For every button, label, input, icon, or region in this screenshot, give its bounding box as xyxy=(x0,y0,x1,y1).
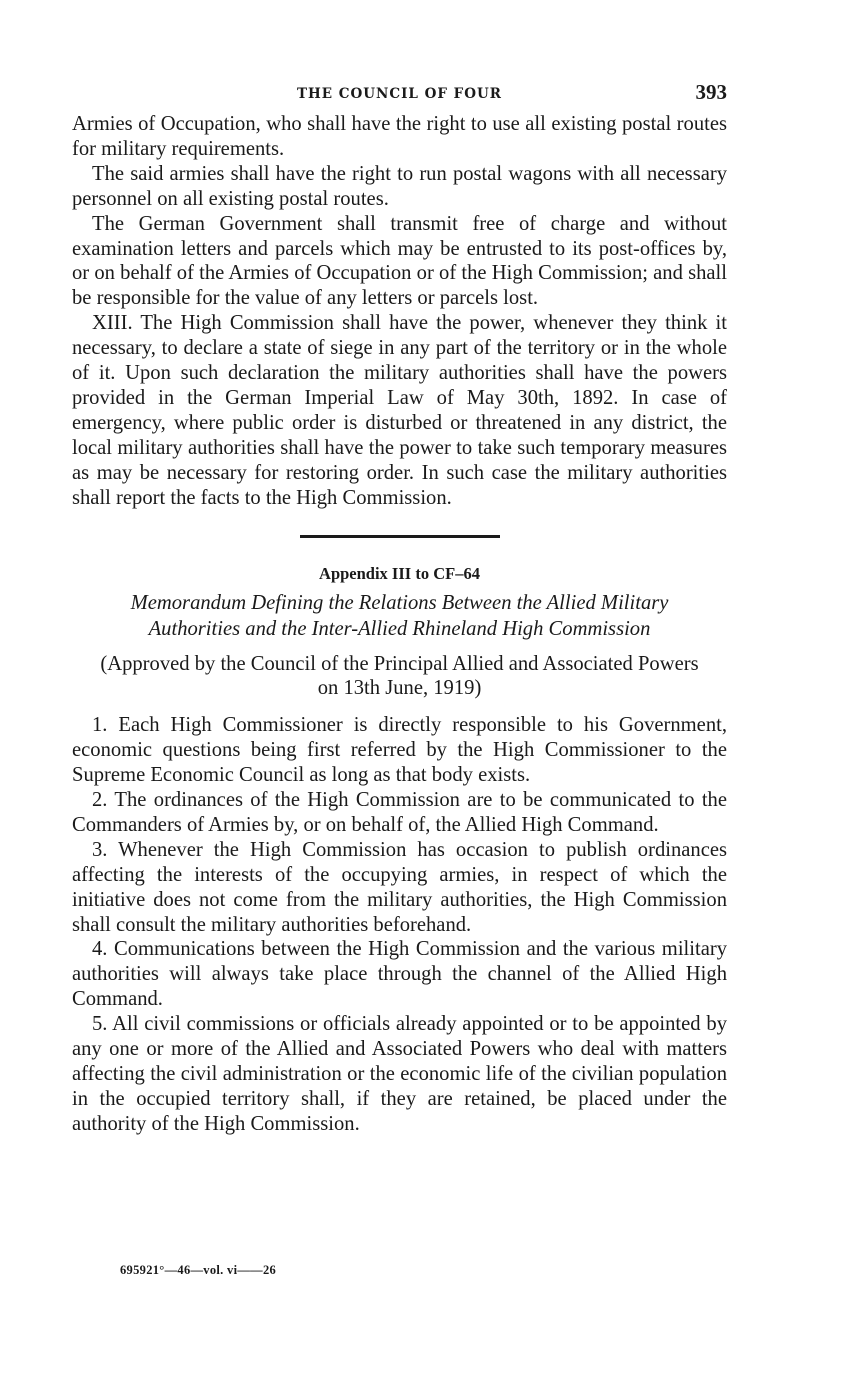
page-number: 393 xyxy=(695,80,727,104)
memorandum-items xyxy=(72,713,727,1136)
document-page xyxy=(72,78,727,1137)
list-item: 3. Whenever the High Commission has occasion to publish ordinances affecting the interests of the occupying armies, in respect of which the initiative does not come from the military authorities, the High Commission shall consult the military authorities beforehand. xyxy=(72,838,727,936)
paragraph-article-xiii: XIII. The High Commission shall have the power, whenever they think it necessary, to declare a state of siege in any part of the territory or in the whole of it. Upon such declaration the military authorities shall have the powers provided in the German Imperial Law of May 30th, 1892. In case of emergency, where public order is disturbed or threatened in any district, the local military authorities shall have the power to take such temporary measures as may be necessary for restoring order. In such case the military authorities shall report the facts to the High Commission. xyxy=(72,312,727,509)
paragraph-german-government: The German Government shall transmit free of charge and without examination letters and parcels which may be entrusted to its post-offices by, or on behalf of the Armies of Occupation or of the High Commission; and shall be responsible for the value of any letters or parcels lost. xyxy=(72,212,727,310)
appendix-title: Appendix III to CF–64 xyxy=(319,563,480,583)
paragraph-postal-wagons: The said armies shall have the right to run postal wagons with all necessary personnel on all existing postal routes. xyxy=(72,162,727,210)
list-item: 1. Each High Commissioner is directly responsible to his Government, economic questions being first referred by the High Commissioner to the Supreme Economic Council as long as that body exists. xyxy=(72,714,727,787)
running-header xyxy=(72,78,727,112)
section-divider xyxy=(300,535,500,538)
list-item: 4. Communications between the High Commission and the various military authorities will always take place through the channel of the Allied High Command. xyxy=(72,938,727,1011)
memorandum-title: Memorandum Defining the Relations Between the Allied Military Authorities and the Inter-Allied Rhineland High Commission xyxy=(130,591,669,640)
body-text xyxy=(72,112,727,511)
running-title: THE COUNCIL OF FOUR xyxy=(296,86,503,102)
list-item: 2. The ordinances of the High Commission are to be communicated to the Commanders of Armies by, or on behalf of, the Allied High Command. xyxy=(72,789,727,836)
approval-note: (Approved by the Council of the Principal Allied and Associated Powers on 13th June, 1919) xyxy=(100,652,699,700)
printer-footnote: 695921°—46—vol. vi——26 xyxy=(120,1263,277,1277)
paragraph-continued: Armies of Occupation, who shall have the right to use all existing postal routes for military requirements. xyxy=(72,113,727,160)
list-item: 5. All civil commissions or officials already appointed or to be appointed by any one or more of the Allied and Associated Powers who deal with matters affecting the civil administration or the economic life of the civilian population in the occupied territory shall, if they are retained, be placed under the authority of the High Commission. xyxy=(72,1013,727,1135)
